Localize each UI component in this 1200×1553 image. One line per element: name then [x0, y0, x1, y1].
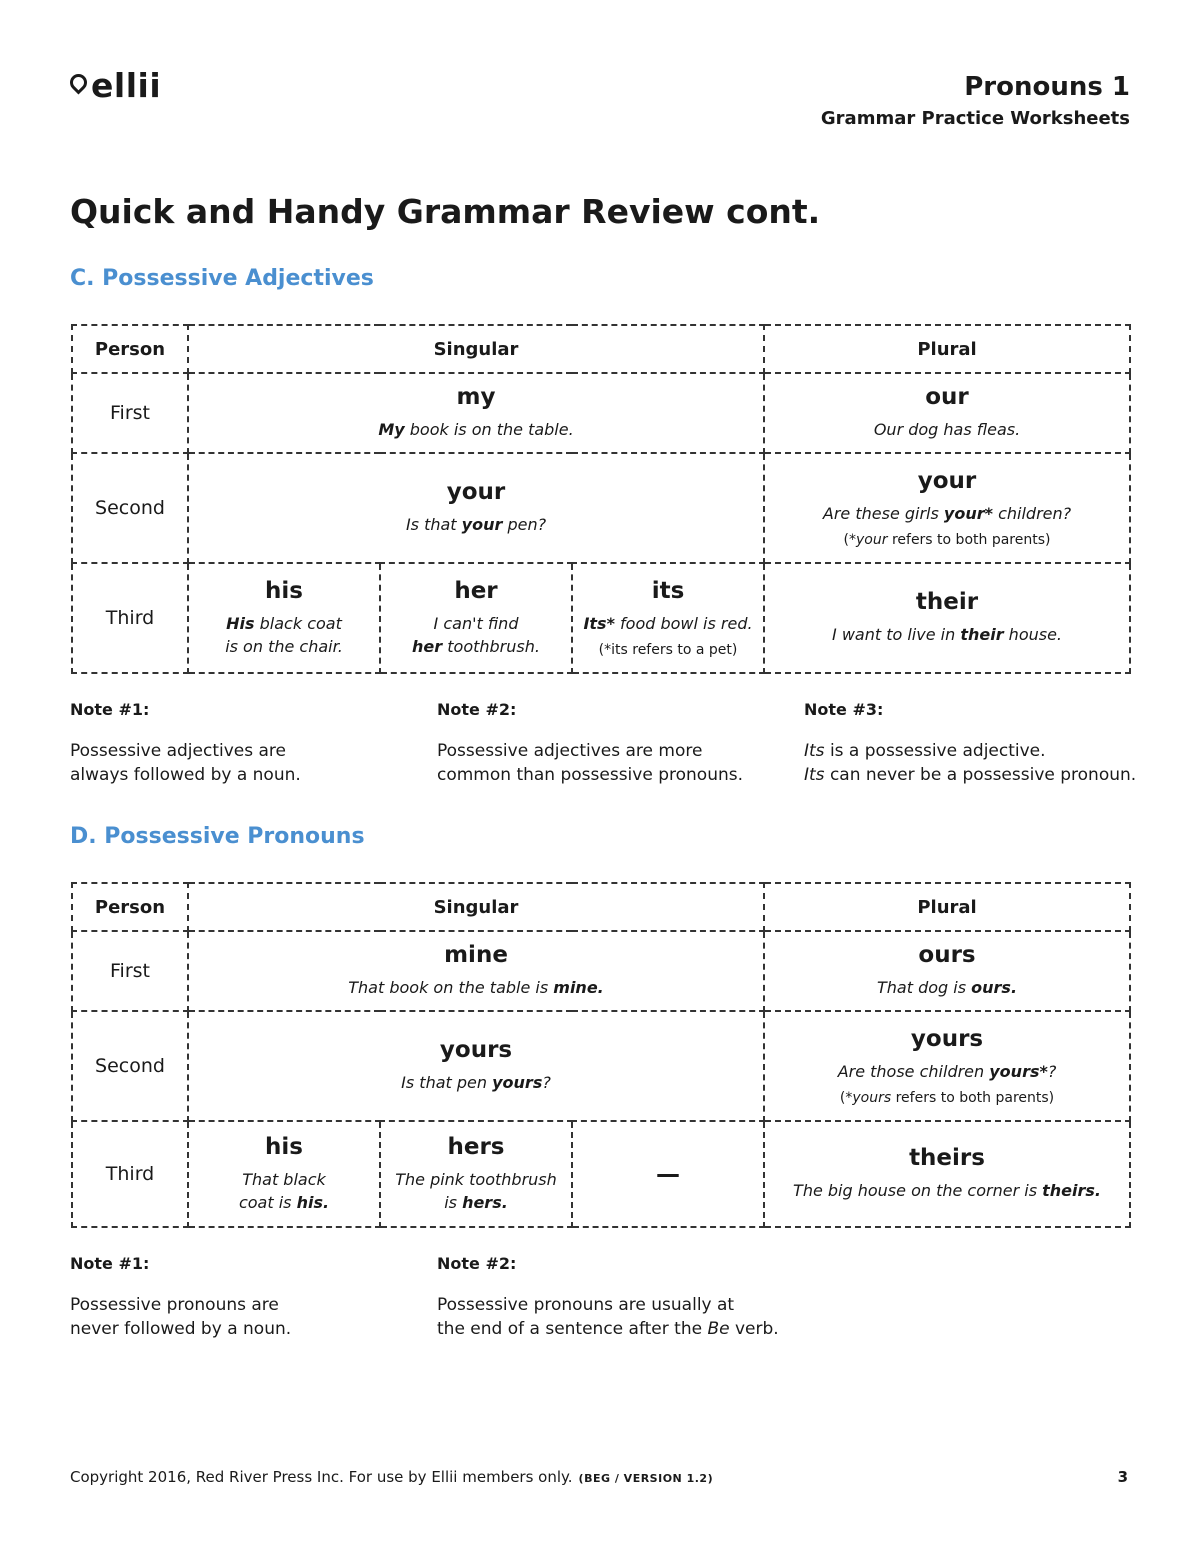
table-row-first [72, 373, 1130, 453]
pronoun-word: its [651, 578, 685, 605]
note-c-3 [804, 700, 1144, 787]
singular-cell-its [572, 563, 764, 673]
singular-cell-his [188, 1121, 380, 1227]
note-d-2 [437, 1254, 817, 1341]
section-c-title: C. Possessive Adjectives [70, 266, 374, 291]
plural-cell [764, 563, 1130, 673]
example-sentence: The big house on the corner is theirs. [793, 1181, 1101, 1201]
ellii-logo [70, 66, 161, 105]
plural-cell [764, 931, 1130, 1011]
footnote: (*your refers to both parents) [843, 531, 1051, 548]
pronoun-word: mine [444, 942, 508, 969]
singular-cell [188, 373, 764, 453]
plural-cell [764, 1011, 1130, 1121]
table-header-row [72, 325, 1130, 373]
note-d-1 [70, 1254, 410, 1341]
pronoun-word: our [925, 384, 969, 411]
location-pin-icon [66, 70, 90, 94]
footnote: (*its refers to a pet) [598, 641, 738, 658]
example-sentence: Our dog has fleas. [873, 420, 1021, 440]
example-sentence: I want to live in their house. [832, 625, 1063, 645]
note-c-1 [70, 700, 410, 787]
header-plural: Plural [764, 883, 1130, 931]
note-body: Possessive adjectives are always followed by a noun. [70, 741, 301, 786]
example-sentence: Are those children yours*? [837, 1062, 1057, 1082]
plural-cell [764, 1121, 1130, 1227]
table-row-second [72, 1011, 1130, 1121]
pronoun-word: their [915, 589, 979, 616]
possessive-adjectives-table [71, 324, 1131, 674]
pronoun-word: hers [447, 1133, 505, 1160]
note-body: Possessive pronouns are never followed by a noun. [70, 1295, 292, 1340]
example-sentence: Its* food bowl is red. [583, 614, 753, 634]
pronoun-word: his [265, 1133, 303, 1160]
person-first: First [72, 373, 188, 453]
note-label: Note #2: [437, 1254, 517, 1273]
logo-text: ellii [91, 66, 162, 105]
empty-dash: — [656, 1160, 680, 1188]
section-d-title: D. Possessive Pronouns [70, 824, 365, 849]
singular-cell [188, 931, 764, 1011]
footnote: (*yours refers to both parents) [839, 1089, 1055, 1106]
pronoun-word: her [454, 577, 498, 604]
pronoun-word: my [456, 384, 496, 411]
page-title: Quick and Handy Grammar Review cont. [70, 192, 821, 231]
plural-cell [764, 453, 1130, 563]
table-header-row [72, 883, 1130, 931]
singular-cell-its [572, 1121, 764, 1227]
header-singular: Singular [188, 325, 764, 373]
note-body: Its is a possessive adjective. Its can never be a possessive pronoun. [804, 741, 1137, 786]
table-row-third [72, 563, 1130, 673]
example-sentence: My book is on the table. [378, 420, 574, 440]
table-row-first [72, 931, 1130, 1011]
worksheet-subtitle: Grammar Practice Worksheets [820, 108, 1130, 129]
possessive-pronouns-table [71, 882, 1131, 1228]
person-second: Second [72, 453, 188, 563]
person-third: Third [72, 1121, 188, 1227]
header-plural: Plural [764, 325, 1130, 373]
example-sentence: That black coat is his. [238, 1169, 330, 1212]
example-sentence: I can't find her toothbrush. [412, 613, 540, 656]
footer-copyright [70, 1468, 713, 1486]
version-text: (BEG / VERSION 1.2) [578, 1472, 714, 1485]
example-sentence: That book on the table is mine. [348, 978, 604, 998]
header-singular: Singular [188, 883, 764, 931]
page-number: 3 [1117, 1468, 1128, 1486]
plural-cell [764, 373, 1130, 453]
note-body: Possessive adjectives are more common than possessive pronouns. [437, 741, 743, 786]
pronoun-word: his [265, 577, 303, 604]
singular-cell [188, 453, 764, 563]
worksheet-header [821, 72, 1130, 129]
header-person: Person [72, 325, 188, 373]
pronoun-word: ours [918, 942, 976, 969]
note-label: Note #1: [70, 700, 150, 719]
example-sentence: The pink toothbrush is hers. [395, 1169, 557, 1212]
example-sentence: That dog is ours. [877, 978, 1018, 998]
copyright-text: Copyright 2016, Red River Press Inc. For use by Ellii members only. [70, 1468, 573, 1486]
example-sentence: Are these girls your* children? [822, 504, 1072, 524]
person-first: First [72, 931, 188, 1011]
singular-cell-his [188, 563, 380, 673]
example-sentence: Is that your pen? [405, 515, 547, 535]
pronoun-word: your [917, 468, 977, 495]
worksheet-title: Pronouns 1 [964, 72, 1130, 102]
table-row-third [72, 1121, 1130, 1227]
pronoun-word: yours [439, 1037, 513, 1064]
note-c-2 [437, 700, 777, 787]
pronoun-word: theirs [909, 1145, 985, 1172]
pronoun-word: yours [910, 1026, 984, 1053]
note-label: Note #1: [70, 1254, 150, 1273]
singular-cell-hers [380, 1121, 572, 1227]
example-sentence: Is that pen yours? [401, 1073, 551, 1093]
singular-cell-her [380, 563, 572, 673]
table-row-second [72, 453, 1130, 563]
note-label: Note #3: [804, 700, 884, 719]
note-body: Possessive pronouns are usually at the end of a sentence after the Be verb. [437, 1295, 779, 1340]
pronoun-word: your [446, 479, 506, 506]
person-second: Second [72, 1011, 188, 1121]
example-sentence: His black coat is on the chair. [225, 613, 343, 656]
singular-cell [188, 1011, 764, 1121]
header-person: Person [72, 883, 188, 931]
person-third: Third [72, 563, 188, 673]
note-label: Note #2: [437, 700, 517, 719]
